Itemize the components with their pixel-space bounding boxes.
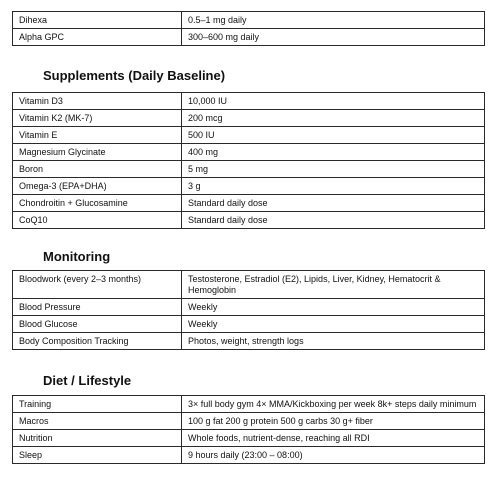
row-value: 500 IU: [182, 127, 485, 144]
monitoring-table: [12, 270, 485, 350]
row-label: Vitamin E: [13, 127, 182, 144]
table-row: [13, 212, 485, 229]
row-label: Omega-3 (EPA+DHA): [13, 178, 182, 195]
row-label: Blood Glucose: [13, 316, 182, 333]
row-label: CoQ10: [13, 212, 182, 229]
table-row: [13, 144, 485, 161]
row-value: Weekly: [182, 316, 485, 333]
row-label: Vitamin K2 (MK-7): [13, 110, 182, 127]
row-value: Whole foods, nutrient-dense, reaching all RDI: [182, 430, 485, 447]
row-value: Photos, weight, strength logs: [182, 333, 485, 350]
row-value: 200 mcg: [182, 110, 485, 127]
row-value: Standard daily dose: [182, 212, 485, 229]
table-row: [13, 29, 485, 46]
row-value: 100 g fat 200 g protein 500 g carbs 30 g+ fiber: [182, 413, 485, 430]
row-value: 300–600 mg daily: [182, 29, 485, 46]
row-label: Dihexa: [13, 12, 182, 29]
row-label: Blood Pressure: [13, 299, 182, 316]
row-value: Testosterone, Estradiol (E2), Lipids, Liver, Kidney, Hematocrit & Hemoglobin: [182, 271, 485, 299]
row-label: Vitamin D3: [13, 93, 182, 110]
row-value: 10,000 IU: [182, 93, 485, 110]
table-row: [13, 195, 485, 212]
row-label: Macros: [13, 413, 182, 430]
table-row: [13, 316, 485, 333]
row-label: Body Composition Tracking: [13, 333, 182, 350]
table-row: [13, 12, 485, 29]
row-value: Standard daily dose: [182, 195, 485, 212]
row-value: 3 g: [182, 178, 485, 195]
row-value: 3× full body gym 4× MMA/Kickboxing per week 8k+ steps daily minimum: [182, 396, 485, 413]
nootropics-table: [12, 11, 485, 46]
row-label: Chondroitin + Glucosamine: [13, 195, 182, 212]
row-value: 400 mg: [182, 144, 485, 161]
monitoring-heading: Monitoring: [43, 249, 111, 264]
table-row: [13, 93, 485, 110]
row-value: 5 mg: [182, 161, 485, 178]
row-value: 9 hours daily (23:00 – 08:00): [182, 447, 485, 464]
table-row: [13, 161, 485, 178]
row-label: Nutrition: [13, 430, 182, 447]
row-label: Magnesium Glycinate: [13, 144, 182, 161]
table-row: [13, 447, 485, 464]
supplements-heading: Supplements (Daily Baseline): [43, 68, 226, 83]
supplements-table: [12, 92, 485, 229]
table-row: [13, 299, 485, 316]
table-row: [13, 178, 485, 195]
row-label: Boron: [13, 161, 182, 178]
table-row: [13, 430, 485, 447]
row-value: 0.5–1 mg daily: [182, 12, 485, 29]
table-row: [13, 333, 485, 350]
row-label: Sleep: [13, 447, 182, 464]
table-row: [13, 413, 485, 430]
table-row: [13, 271, 485, 299]
diet-heading: Diet / Lifestyle: [43, 373, 132, 388]
row-label: Alpha GPC: [13, 29, 182, 46]
row-value: Weekly: [182, 299, 485, 316]
table-row: [13, 396, 485, 413]
row-label: Bloodwork (every 2–3 months): [13, 271, 182, 299]
diet-table: [12, 395, 485, 464]
table-row: [13, 110, 485, 127]
row-label: Training: [13, 396, 182, 413]
table-row: [13, 127, 485, 144]
